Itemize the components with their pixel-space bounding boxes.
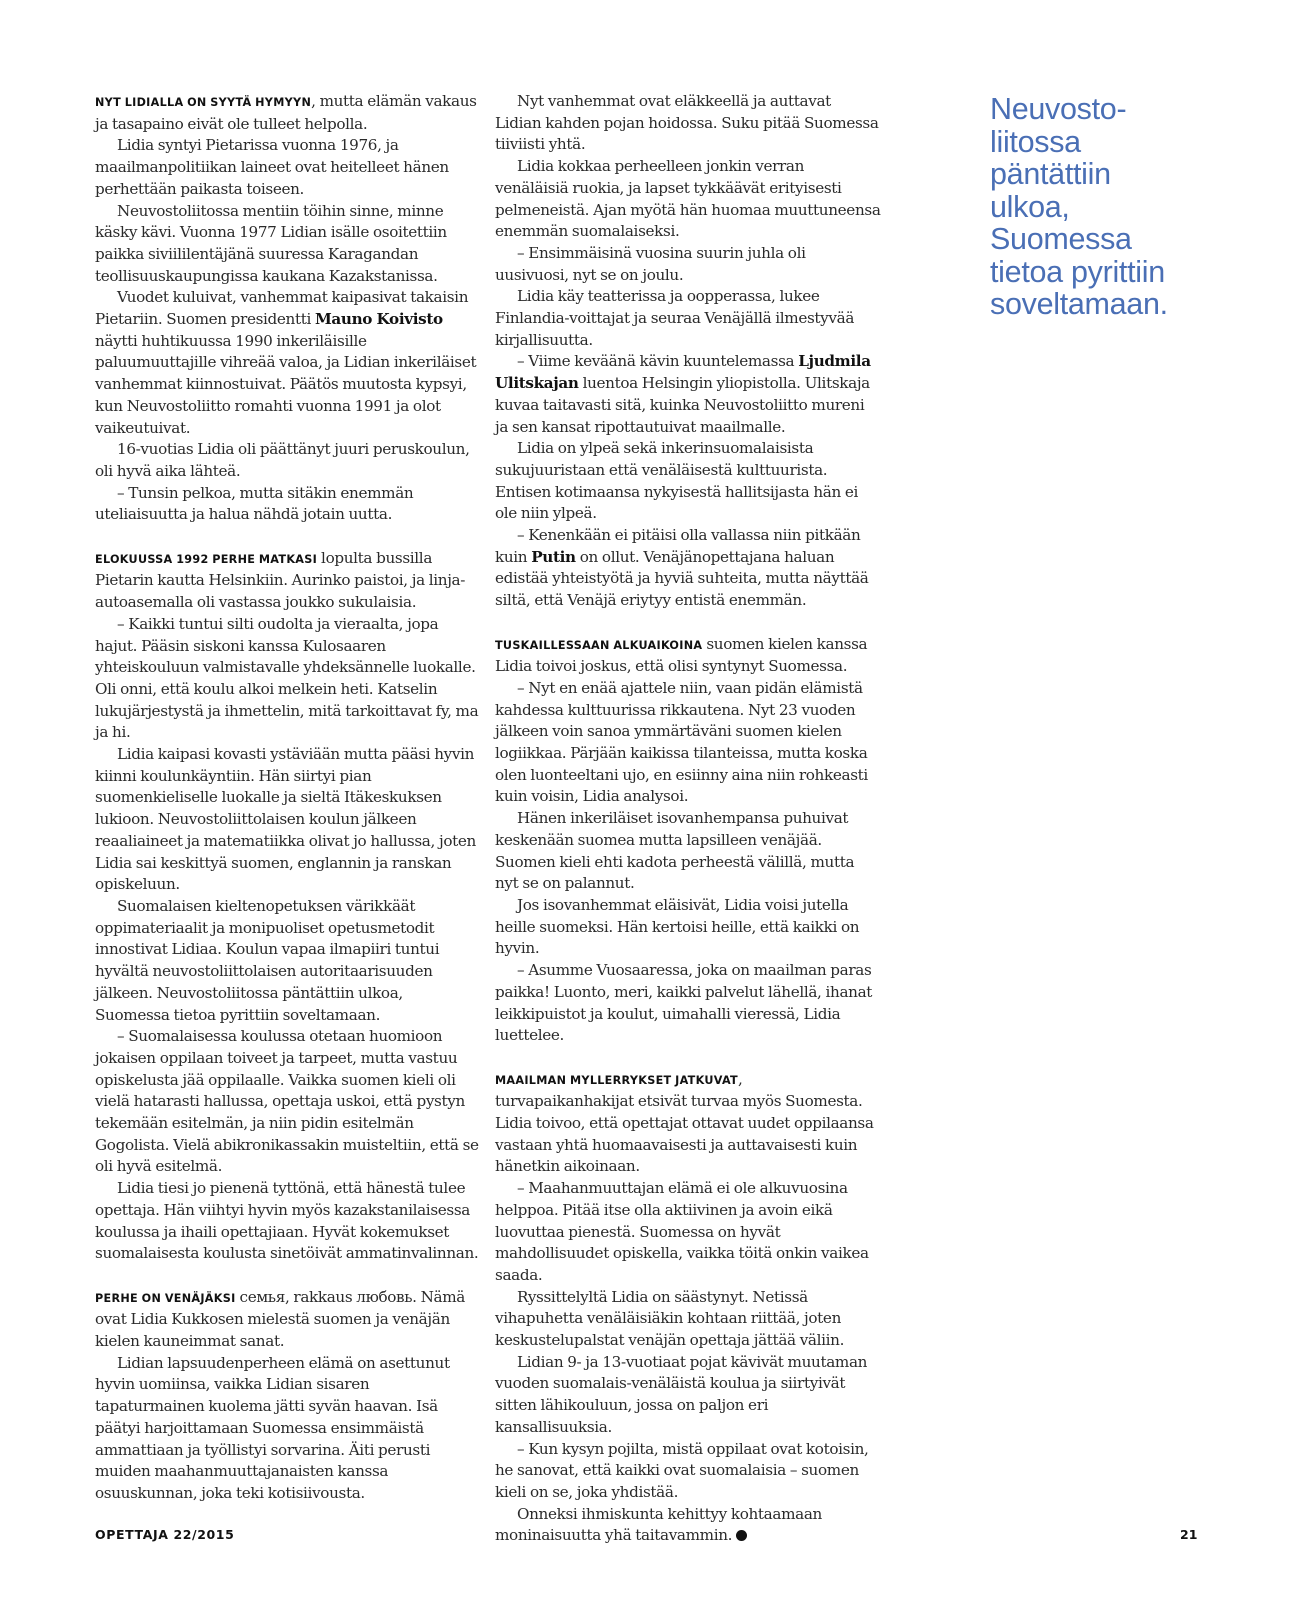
paragraph: – Maahanmuuttajan elämä ei ole alkuvuosina helppoa. Pitää itse olla aktiivinen ja avoin eikä luovuttaa pienestä. Suomessa on hyvät mahdollisuudet opiskella, vaikka töitä onkin vaikea saada. xyxy=(495,1179,869,1284)
person-name: Putin xyxy=(531,547,576,566)
section-3-opening: PERHE ON VENÄJÄKSI семья, rakkaus любовь. Nämä ovat Lidia Kukkosen mielestä suomen ja venäjän kielen kauneimmat sanat. xyxy=(95,1287,466,1351)
paragraph: Neuvostoliitossa mentiin töihin sinne, minne käsky kävi. Vuonna 1977 Lidian isälle osoitettiin paikka siviililentäjänä suuressa Karagandan teollisuuskaupungissa kaukana Kazakstanissa. xyxy=(95,201,447,285)
section-lead-in: NYT LIDIALLA ON SYYTÄ HYMYYN xyxy=(95,96,312,109)
pull-quote-line: Neuvosto- xyxy=(990,92,1127,126)
page-number: 21 xyxy=(1180,1527,1198,1542)
paragraph: Nyt vanhemmat ovat eläkkeellä ja auttavat Lidian kahden pojan hoidossa. Suku pitää Suomessa tiiviisti yhtä. xyxy=(495,92,879,154)
paragraph: Suomalaisen kieltenopetuksen värikkäät oppimateriaalit ja monipuoliset opetusmetodit innostivat Lidiaa. Koulun vapaa ilmapiiri tuntui hyvältä neuvostoliittolaisen autoritaarisuuden jälkeen. Neuvostoliitossa päntättiin ulkoa, Suomessa tietoa pyrittiin soveltamaan. xyxy=(95,897,440,1024)
pull-quote-line: Suomessa xyxy=(990,222,1132,256)
section-1-opening: NYT LIDIALLA ON SYYTÄ HYMYYN, mutta elämän vakaus ja tasapaino eivät ole tulleet helpolla. xyxy=(95,92,477,133)
section-5-opening: MAAILMAN MYLLERRYKSET JATKUVAT, turvapaikanhakijat etsivät turvaa myös Suomesta. Lidia toivoo, että opettajat ottavat uudet oppilaansa vastaan yhtä huomaavaisesti ja auttavaisesti kuin hänetkin aikoinaan. xyxy=(495,1069,874,1176)
person-name: Mauno Koivisto xyxy=(314,310,443,329)
paragraph: Lidia on ylpeä sekä inkerinsuomalaisista sukujuuristaan että venäläisestä kulttuurista. Entisen kotimaansa nykyisestä hallitsijasta hän ei ole niin ylpeä. xyxy=(495,439,859,523)
paragraph: Lidian 9- ja 13-vuotiaat pojat kävivät muutaman vuoden suomalais-venäläistä koulua ja siirtyivät sitten lähikouluun, jossa on paljon eri kansallisuuksia. xyxy=(495,1352,868,1436)
pull-quote-line: ulkoa, xyxy=(990,189,1070,224)
section-2-opening: ELOKUUSSA 1992 PERHE MATKASI lopulta bussilla Pietarin kautta Helsinkiin. Aurinko paistoi, ja linja-autoasemalla oli vastassa joukko sukulaisia. xyxy=(95,548,466,612)
pull-quote-line: liitossa xyxy=(990,124,1081,159)
section-lead-in: MAAILMAN MYLLERRYKSET JATKUVAT xyxy=(495,1073,738,1087)
paragraph: – Viime keväänä kävin kuuntelemassa Ljudmila Ulitskajan luentoa Helsingin yliopistolla. Ulitskaja kuvaa taitavasti sitä, kuinka Neuvostoliitto mureni ja sen kansat ripottautuivat maailmalle. xyxy=(495,352,871,436)
paragraph: Jos isovanhemmat eläisivät, Lidia voisi jutella heille suomeksi. Hän kertoisi heille, että kaikki on hyvin. xyxy=(495,896,860,958)
paragraph: – Tunsin pelkoa, mutta sitäkin enemmän uteliaisuutta ja halua nähdä jotain uutta. xyxy=(95,483,414,524)
pull-quote-line: päntättiin xyxy=(990,157,1111,191)
publication-footer: OPETTAJA 22/2015 xyxy=(95,1527,235,1542)
paragraph: – Nyt en enää ajattele niin, vaan pidän elämistä kahdessa kulttuurissa rikkautena. Nyt 23 vuoden jälkeen voin sanoa ymmärtäväni suomen kielen logiikkaa. Pärjään kaikissa tilanteissa, mutta koska olen luonteeltani ujo, en esiinny aina niin rohkeasti kuin voisin, Lidia analysoi. xyxy=(495,678,868,806)
paragraph: – Ensimmäisinä vuosina suurin juhla oli uusivuosi, nyt se on joulu. xyxy=(495,243,806,284)
paragraph: Lidia käy teatterissa ja oopperassa, lukee Finlandia-voittajat ja seuraa Venäjällä ilmestyvää kirjallisuutta. xyxy=(495,287,855,349)
paragraph: – Asumme Vuosaaressa, joka on maailman paras paikka! Luonto, meri, kaikki palvelut lähellä, ihanat leikkipuistot ja koulut, uimahalli vieressä, Lidia luettelee. xyxy=(495,961,873,1045)
paragraph: Hänen inkeriläiset isovanhempansa puhuivat keskenään suomea mutta lapsilleen venäjää. Suomen kieli ehti kadota perheestä välillä, mutta nyt se on palannut. xyxy=(495,809,855,893)
end-mark-icon xyxy=(736,1530,747,1541)
article-column-2 xyxy=(495,91,881,1547)
pull-quote xyxy=(990,93,1200,321)
section-4-opening: TUSKAILLESSAAN ALKUAIKOINA suomen kielen kanssa Lidia toivoi joskus, että olisi syntynyt Suomessa. xyxy=(495,634,868,676)
paragraph: – Kenenkään ei pitäisi olla vallassa niin pitkään kuin Putin on ollut. Venäjänopettajana haluan edistää yhteistyötä ja hyviä suhteita, mutta näyttää siltä, että Venäjä eriytyy entistä enemmän. xyxy=(495,526,869,610)
paragraph: Lidia syntyi Pietarissa vuonna 1976, ja maailmanpolitiikan laineet ovat heitelleet hänen perhettään paikasta toiseen. xyxy=(95,136,449,198)
paragraph: Lidia tiesi jo pienenä tyttönä, että hänestä tulee opettaja. Hän viihtyi hyvin myös kazakstanilaisessa koulussa ja ihaili opettajiaan. Hyvät kokemukset suomalaisesta koulusta sinetöivät ammatinvalinnan. xyxy=(95,1179,479,1263)
section-lead-in: PERHE ON VENÄJÄKSI xyxy=(95,1291,236,1305)
paragraph: Lidia kokkaa perheelleen jonkin verran venäläisiä ruokia, ja lapset tykkäävät erityisesti pelmeneistä. Ajan myötä hän huomaa muuttuneensa enemmän suomalaiseksi. xyxy=(495,157,881,241)
paragraph: Ryssittelyltä Lidia on säästynyt. Netissä vihapuhetta venäläisiäkin kohtaan riittää, joten keskustelupalstat venäjän opettaja jättää väliin. xyxy=(495,1287,845,1350)
paragraph: Vuodet kuluivat, vanhemmat kaipasivat takaisin Pietariin. Suomen presidentti Mauno Koivisto näytti huhtikuussa 1990 inkeriläisille paluumuuttajille vihreää valoa, ja Lidian inkeriläiset vanhemmat kiinnostuivat. Päätös muutosta kypsyi, kun Neuvostoliitto romahti vuonna 1991 ja olot vaikeutuivat. xyxy=(95,288,477,437)
pull-quote-line: soveltamaan. xyxy=(990,287,1168,321)
paragraph: Onneksi ihmiskunta kehittyy kohtaamaan moninaisuutta yhä taitavammin. xyxy=(495,1504,822,1545)
article-column-1 xyxy=(95,91,481,1505)
pull-quote-line: tietoa pyrittiin xyxy=(990,254,1165,289)
paragraph: – Kun kysyn pojilta, mistä oppilaat ovat kotoisin, he sanovat, että kaikki ovat suomalaisia – suomen kieli on se, joka yhdistää. xyxy=(495,1439,869,1501)
paragraph: Lidia kaipasi kovasti ystäviään mutta pääsi hyvin kiinni koulunkäyntiin. Hän siirtyi pian suomenkieliselle luokalle ja sieltä Itäkeskuksen lukioon. Neuvostoliittolaisen koulun jälkeen reaaliaineet ja matematiikka olivat jo hallussa, joten Lidia sai keskittyä suomen, englannin ja ranskan opiskeluun. xyxy=(95,745,476,894)
paragraph: – Kaikki tuntui silti oudolta ja vieraalta, jopa hajut. Pääsin siskoni kanssa Kulosaaren yhteiskouluun valmistavalle yhdeksännelle luokalle. Oli onni, että koulu alkoi melkein heti. Katselin lukujärjestystä ja ihmettelin, mitä tarkoittavat fy, ma ja hi. xyxy=(95,614,479,742)
section-lead-in: ELOKUUSSA 1992 PERHE MATKASI xyxy=(95,552,318,566)
paragraph: Lidian lapsuudenperheen elämä on asettunut hyvin uomiinsa, vaikka Lidian sisaren tapaturmainen kuolema jätti syvän haavan. Isä päätyi harjoittamaan Suomessa ensimmäistä ammattiaan ja työllistyi sorvarina. Äiti perusti muiden maahanmuuttajanaisten kanssa osuuskunnan, joka teki kotisiivousta. xyxy=(95,1353,450,1502)
section-lead-in: TUSKAILLESSAAN ALKUAIKOINA xyxy=(495,638,703,652)
paragraph: 16-vuotias Lidia oli päättänyt juuri peruskoulun, oli hyvä aika lähteä. xyxy=(95,440,470,480)
person-name: Ljudmila Ulitskajan xyxy=(495,352,871,393)
paragraph: – Suomalaisessa koulussa otetaan huomioon jokaisen oppilaan toiveet ja tarpeet, mutta vastuu opiskelusta jää oppilaalle. Vaikka suomen kieli oli vielä hatarasti hallussa, opettaja uskoi, että pystyn tekemään esitelmän, ja niin pidin esitelmän Gogolista. Vielä abikronikassakin muisteltiin, että se oli hyvä esitelmä. xyxy=(95,1027,479,1176)
